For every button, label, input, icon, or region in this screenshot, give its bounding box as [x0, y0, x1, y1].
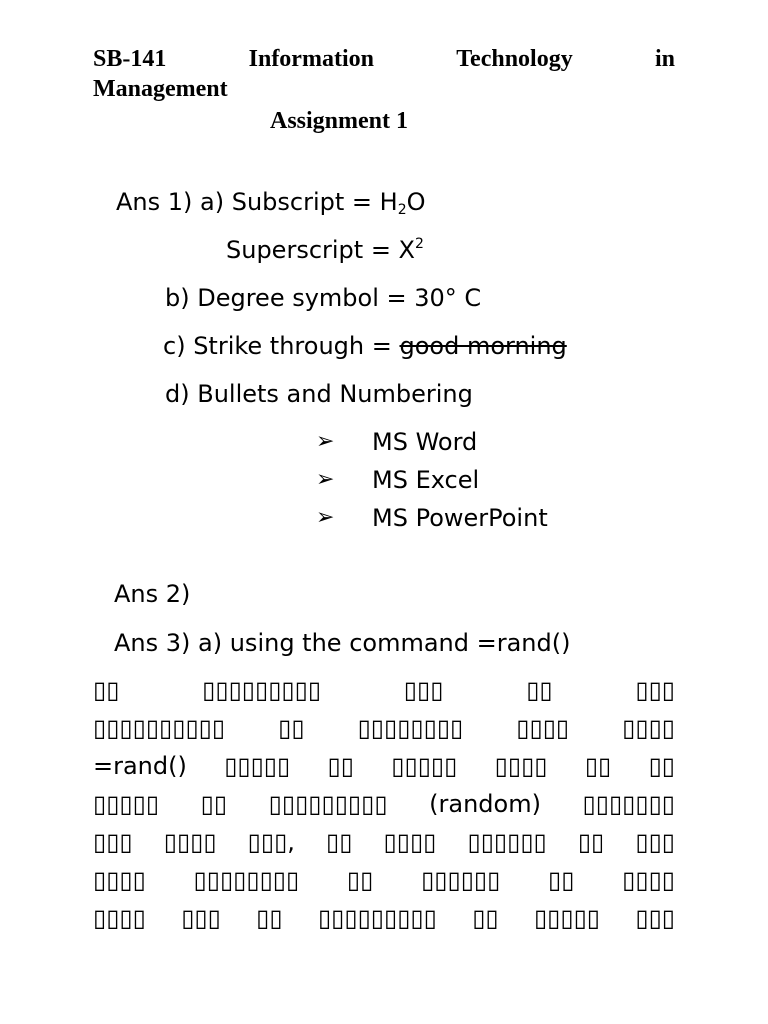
ans1-subscript-line: [116, 187, 426, 217]
subscript-digit: 2: [397, 202, 407, 218]
ans1-a-prefix: Ans 1) a) Subscript = H: [116, 188, 398, 216]
arrow-bullet-icon: ➢: [316, 505, 335, 530]
title-word: Technology: [456, 46, 573, 72]
paragraph-line: ▯▯▯▯ ▯▯▯ ▯▯ ▯▯▯▯▯▯▯▯▯ ▯▯ ▯▯▯▯▯ ▯▯▯: [93, 904, 675, 932]
bullet-list-item: [316, 427, 477, 457]
bullet-label: MS Word: [372, 428, 478, 456]
strike-prefix: c) Strike through =: [163, 332, 400, 360]
strikethrough-text: good morning: [399, 332, 567, 360]
title-word: SB-141: [93, 46, 167, 72]
superscript-prefix: Superscript = X: [226, 236, 415, 264]
ans1-degree-line: b) Degree symbol = 30° C: [165, 284, 482, 312]
title-word: in: [654, 46, 675, 72]
paragraph-line: ▯▯▯▯▯▯▯▯▯▯ ▯▯ ▯▯▯▯▯▯▯▯ ▯▯▯▯ ▯▯▯▯: [93, 714, 675, 742]
bullet-label: MS PowerPoint: [372, 504, 548, 532]
paragraph-line: ▯▯ ▯▯▯▯▯▯▯▯▯ ▯▯▯ ▯▯ ▯▯▯: [93, 676, 675, 704]
title-word: Information: [248, 46, 374, 72]
bullet-list-item: [316, 503, 548, 533]
paragraph-line: =rand() ▯▯▯▯▯ ▯▯ ▯▯▯▯▯ ▯▯▯▯ ▯▯ ▯▯: [93, 752, 675, 780]
superscript-digit: 2: [415, 236, 424, 252]
document-title: [93, 44, 675, 74]
arrow-bullet-icon: ➢: [316, 467, 335, 492]
ans2-label: Ans 2): [114, 580, 191, 608]
paragraph-line: ▯▯▯▯ ▯▯▯▯▯▯▯▯ ▯▯ ▯▯▯▯▯▯ ▯▯ ▯▯▯▯: [93, 866, 675, 894]
ans3-label: Ans 3) a) using the command =rand(): [114, 629, 571, 657]
paragraph-line: ▯▯▯ ▯▯▯▯ ▯▯▯, ▯▯ ▯▯▯▯ ▯▯▯▯▯▯ ▯▯ ▯▯▯: [93, 828, 675, 856]
ans1-strike-line: [163, 331, 567, 361]
bullet-label: MS Excel: [372, 466, 480, 494]
arrow-bullet-icon: ➢: [316, 429, 335, 454]
ans1-superscript-line: [226, 235, 424, 265]
ans1-bullets-heading: d) Bullets and Numbering: [165, 380, 473, 408]
bullet-list-item: [316, 465, 479, 495]
assignment-heading: Assignment 1: [270, 108, 409, 134]
ans1-a-suffix: O: [406, 188, 426, 216]
document-title-line2: Management: [93, 76, 228, 102]
paragraph-line: ▯▯▯▯▯ ▯▯ ▯▯▯▯▯▯▯▯▯ (random) ▯▯▯▯▯▯▯: [93, 790, 675, 818]
